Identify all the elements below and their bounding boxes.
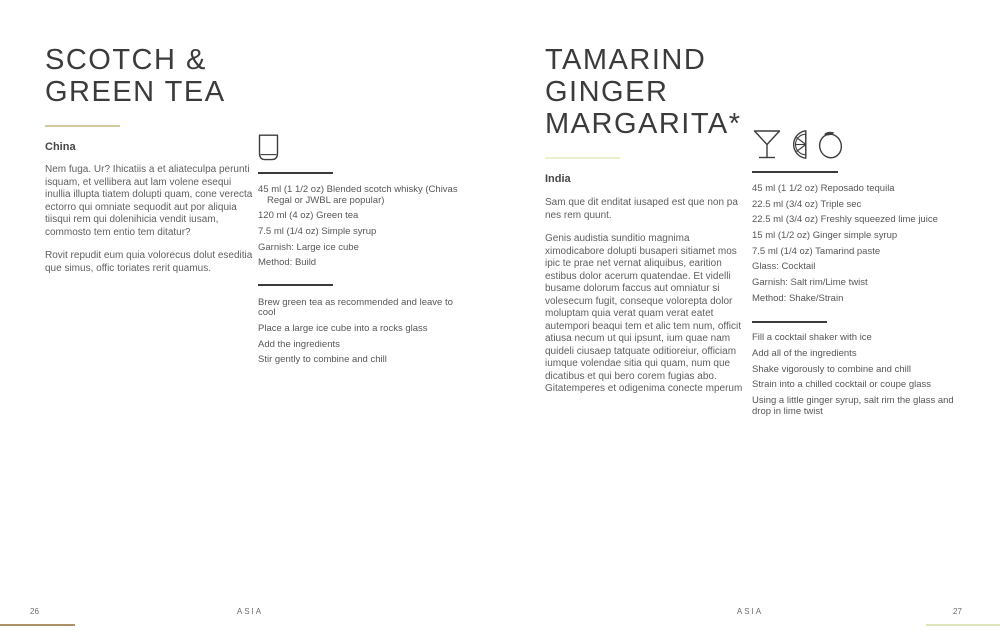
right-page-number: 27	[953, 607, 962, 616]
ingredient-item: Method: Build	[258, 257, 317, 269]
left-ingredient-list	[258, 185, 458, 269]
ingredient-item: Glass: Cocktail	[752, 261, 816, 273]
right-page-edge-accent	[926, 624, 1000, 626]
martini-glass-icon	[752, 129, 782, 165]
left-method-steps	[258, 298, 458, 366]
ingredient-item: 22.5 ml (3/4 oz) Freshly squeezed lime juice	[752, 214, 938, 226]
method-step: Fill a cocktail shaker with ice	[752, 332, 872, 344]
left-intro-paragraph-2: Rovit repudit eum quia volorecus dolut eseditia que simus, offic toriates rerit quamus.	[45, 250, 253, 274]
left-section-label: ASIA	[236, 607, 264, 616]
left-title-line-2: GREEN TEA	[45, 76, 226, 108]
right-method-rule	[752, 321, 827, 323]
right-ingredient-list	[752, 184, 990, 304]
ingredient-item: 22.5 ml (3/4 oz) Triple sec	[752, 198, 862, 210]
right-title-underline	[545, 157, 620, 159]
right-recipe-column	[752, 131, 990, 422]
left-intro-column	[45, 44, 253, 275]
right-method-steps	[752, 333, 958, 417]
method-step: Add all of the ingredients	[752, 348, 857, 359]
right-title-line-2: GINGER	[545, 76, 669, 108]
right-glassware-icons	[752, 131, 990, 165]
ingredient-item: 45 ml (1 1/2 oz) Reposado tequila	[752, 183, 895, 194]
method-step: Shake vigorously to combine and chill	[752, 363, 911, 375]
right-section-label: ASIA	[736, 607, 764, 616]
method-step: Add the ingredients	[258, 338, 340, 350]
left-method-rule	[258, 284, 333, 286]
right-intro-paragraph-2: Genis audistia sunditio magnima ximodicabore dolupti busaperi sitiamet mos ipic te prae net vernat aliquibus, earition estibus dolor acerum quatendae. Et videlli busame dolorum faccus aut omniatur si volesecum fugit, conseque volorepta dolor moluptam quia verat quam verat eatet autempori beaqui tem et alic tem num, officit atiusa necum ut qui ipsunt, ium quae nam quideli ciusaep tatquate oditioreiur, officiam iumque volendae sitia qui quam, num que dicatibus et qui bero corem fugias abo. Gitatemperes et odigenima conecte mperum	[545, 233, 743, 394]
right-title-line-1: TAMARIND	[545, 44, 707, 76]
left-recipe-column	[258, 138, 458, 371]
ingredient-item: 7.5 ml (1/4 oz) Simple syrup	[258, 225, 377, 237]
left-title-underline	[45, 125, 120, 127]
ingredient-item: Method: Shake/Strain	[752, 292, 844, 304]
ingredient-item: 120 ml (4 oz) Green tea	[258, 210, 359, 222]
left-intro-paragraph-1: Nem fuga. Ur? Ihicatiis a et aliateculpa perunti isquam, et vellibera aut lam volene esequi inullia illupta tiatem dolupti quam, cone verecta ectorro qui omniate sequodit aut por aliquia tiisqui rem qui dolenihicia vendit iusam, commosto tem entio tem ditatur?	[45, 164, 253, 238]
right-ingredients-rule	[752, 171, 838, 173]
lime-icon	[817, 129, 844, 165]
ingredient-item: Garnish: Large ice cube	[258, 241, 359, 253]
lime-wedge-icon	[791, 129, 808, 165]
right-title-line-3: MARGARITA*	[545, 108, 742, 140]
method-step: Using a little ginger syrup, salt rim the glass and drop in lime twist	[752, 395, 954, 417]
ingredient-item: Garnish: Salt rim/Lime twist	[752, 277, 868, 289]
ingredient-item: 7.5 ml (1/4 oz) Tamarind paste	[752, 245, 881, 257]
left-recipe-title	[45, 44, 253, 108]
method-step: Brew green tea as recommended and leave to cool	[258, 296, 453, 319]
method-step: Stir gently to combine and chill	[258, 354, 387, 366]
rocks-glass-icon	[258, 134, 279, 166]
ingredient-item: 45 ml (1 1/2 oz) Blended scotch whisky (Chivas Regal or JWBL are popular)	[258, 184, 458, 206]
left-title-line-1: SCOTCH &	[45, 44, 207, 76]
right-intro-paragraph-1: Sam que dit enditat iusaped est que non pa nes rem quunt.	[545, 197, 738, 221]
left-country-label: China	[45, 141, 76, 153]
left-glassware-icons	[258, 138, 458, 166]
ingredient-item: 15 ml (1/2 oz) Ginger simple syrup	[752, 230, 898, 242]
left-page-number: 26	[30, 607, 39, 616]
right-recipe-title	[545, 44, 745, 140]
method-step: Place a large ice cube into a rocks glass	[258, 322, 428, 334]
left-page-edge-accent	[0, 624, 75, 626]
right-intro-column	[545, 44, 745, 396]
method-step: Strain into a chilled cocktail or coupe glass	[752, 379, 932, 391]
right-country-label: India	[545, 173, 571, 185]
left-ingredients-rule	[258, 172, 333, 174]
